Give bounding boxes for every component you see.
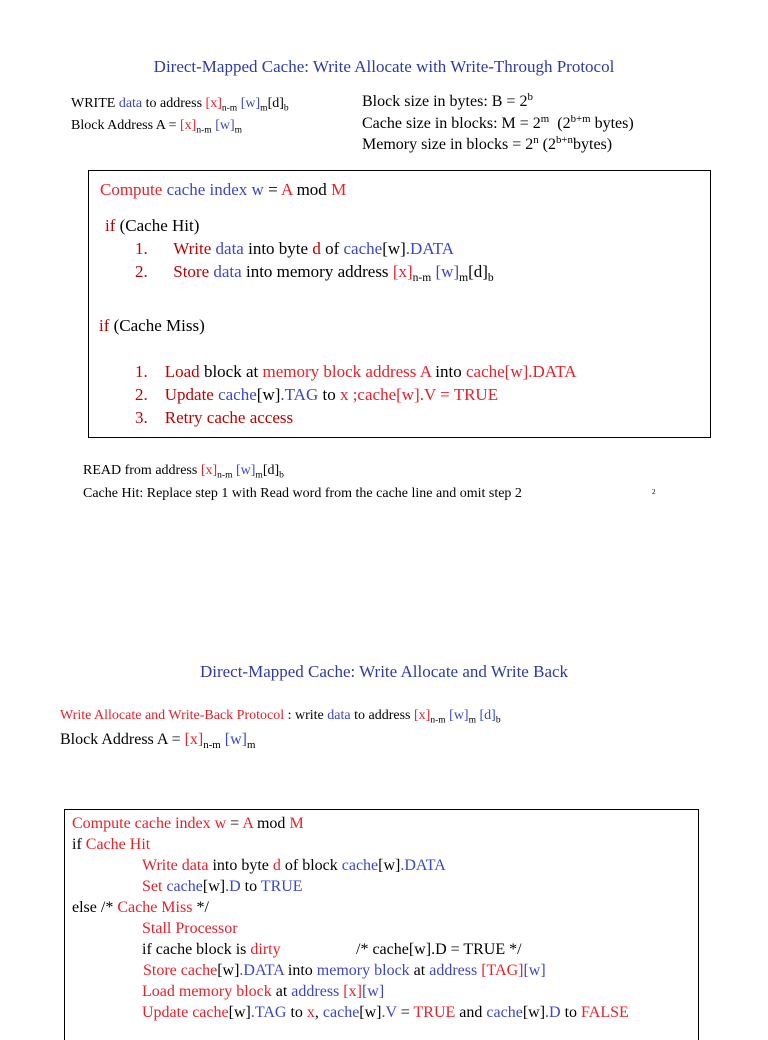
block-address-line-2: Block Address $A = [x]_{n-m}$ $[w]_m$ [60,731,256,751]
write-through-algorithm-box [88,170,711,438]
write-back-algorithm-box [64,809,699,1040]
wb-else-miss: else /* Cache Miss */ [72,899,209,916]
slide2-title: Direct-Mapped Cache: Write Allocate and Write Back [199,662,569,681]
if-cache-miss: if (Cache Miss) [99,316,205,335]
wb-write-data: Write data into byte d of block cache[w].DATA [142,857,446,874]
block-size: Block size in bytes: $B = 2^b$ [362,91,533,110]
wb-dirty-comment: /* cache[w].D = TRUE */ [356,941,522,958]
wb-set-dirty: Set cache[w].D to TRUE [142,878,303,895]
wb-compute-line: Compute cache index w = A mod M [72,815,304,832]
cache-hit-note: Cache Hit: Replace step 1 with Read word from the cache line and omit step 2 [83,486,522,501]
memory-size: Memory size in blocks = $2^n$ $(2^{b+n}bytes)$ [362,134,613,153]
write-data: data [118,96,143,111]
wb-stall: Stall Processor [142,920,238,937]
read-line: READ from address $[x]_{n-m}$ $[w]_m[d]_b$ [83,463,284,481]
miss-step-1: 1. Load block at memory block address A into cache[w].DATA [135,362,577,381]
wb-if-dirty: if cache block is dirty [142,941,281,958]
hit-step-2: 2. Store data into memory address $[x]_{n-m}$ $[w]_m[d]_b$ [135,262,494,285]
wb-if-hit: if Cache Hit [72,836,151,853]
if-cache-hit: if (Cache Hit) [105,216,200,235]
miss-step-3: 3. Retry cache access [135,408,294,427]
compute-line: Compute cache index w = A mod M [100,180,347,199]
block-address-line: Block Address $A = [x]_{n-m}$ $[w]_m$ [71,118,243,136]
write-label: WRITE [71,96,116,111]
hit-step-1: 1. Write data into byte d of cache[w].DATA [135,239,455,258]
wb-update: Update cache[w].TAG to x, cache[w].V = TRUE and cache[w].D to FALSE [142,1004,629,1021]
cache-size: Cache size in blocks: $M = 2^m$ ($2^{b+m}$ bytes) [362,113,634,132]
write-line: WRITE data to address $[x]_{n-m}$ $[w]_m[d]_b$ [71,96,289,114]
wb-store: Store cache[w].DATA into memory block at address [TAG][w] [143,962,546,979]
miss-step-2: 2. Update cache[w].TAG to x ;cache[w].V = TRUE [135,385,499,404]
slide1-title: Direct-Mapped Cache: Write Allocate with Write-Through Protocol [153,57,615,76]
page-number: 2 [652,488,656,496]
protocol-line: Write Allocate and Write-Back Protocol : write data to address $[x]_{n-m}$ $[w]_m$ $[d]_b$ [60,708,501,726]
wb-load: Load memory block at address [x][w] [142,983,385,1000]
